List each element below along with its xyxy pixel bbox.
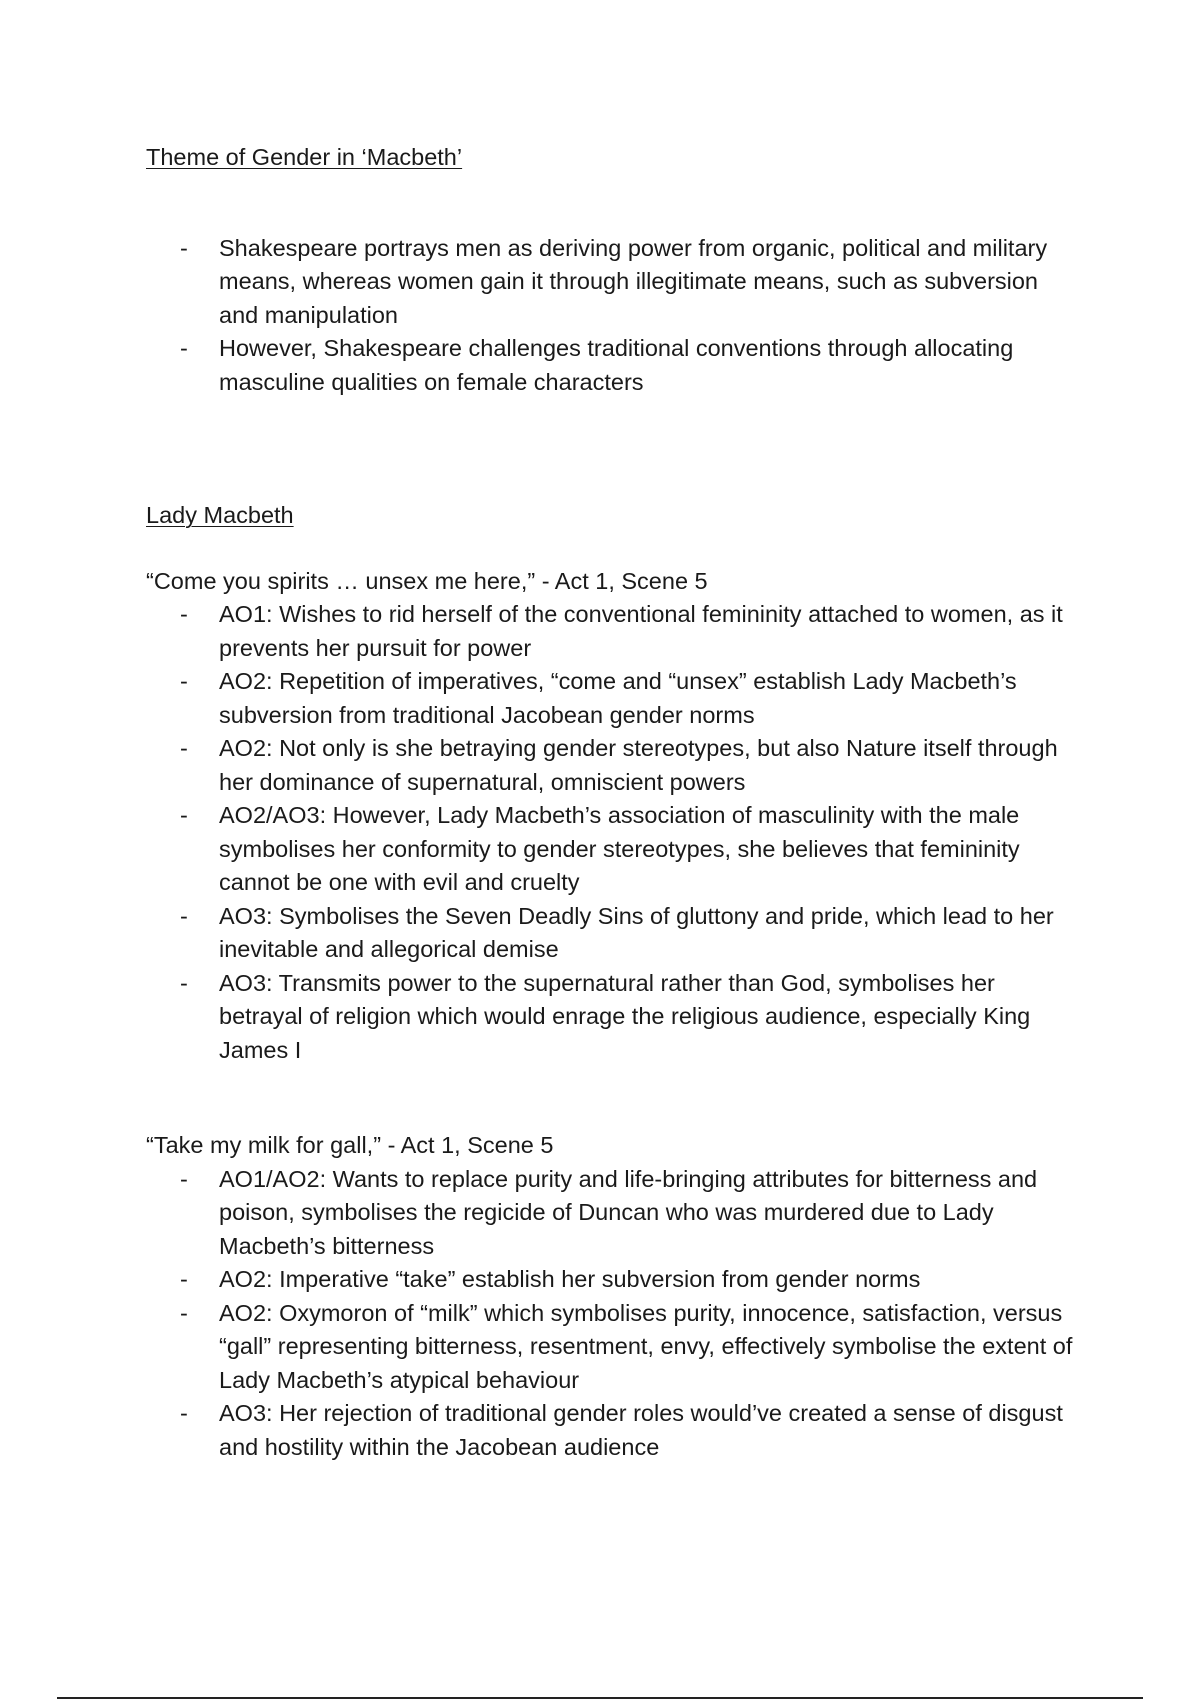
analysis-bullet-item: - AO3: Her rejection of traditional gender roles would’ve created a sense of disgust and hostility within the Jacobean audience <box>146 1397 1076 1464</box>
page-bottom-rule <box>57 1697 1143 1699</box>
analysis-bullet-list <box>146 1163 1076 1465</box>
intro-bullet-item: - However, Shakespeare challenges traditional conventions through allocating masculine qualities on female characters <box>146 332 1076 399</box>
analysis-bullet-item: - AO3: Symbolises the Seven Deadly Sins of gluttony and pride, which lead to her inevitable and allegorical demise <box>146 900 1076 967</box>
intro-bullet-list <box>146 232 1076 400</box>
analysis-bullet-item: - AO1: Wishes to rid herself of the conventional femininity attached to women, as it prevents her pursuit for power <box>146 598 1076 665</box>
analysis-bullet-item: - AO2: Repetition of imperatives, “come and “unsex” establish Lady Macbeth’s subversion from traditional Jacobean gender norms <box>146 665 1076 732</box>
analysis-bullet-item: - AO1/AO2: Wants to replace purity and life-bringing attributes for bitterness and poison, symbolises the regicide of Duncan who was murdered due to Lady Macbeth’s bitterness <box>146 1163 1076 1264</box>
quote-heading: “Come you spirits … unsex me here,” - Act 1, Scene 5 <box>146 567 708 594</box>
analysis-bullet-item: - AO3: Transmits power to the supernatural rather than God, symbolises her betrayal of religion which would enrage the religious audience, especially King James I <box>146 967 1076 1068</box>
analysis-bullet-item: - AO2/AO3: However, Lady Macbeth’s association of masculinity with the male symbolises her conformity to gender stereotypes, she believes that femininity cannot be one with evil and cruelty <box>146 799 1076 900</box>
analysis-bullet-item: - AO2: Not only is she betraying gender stereotypes, but also Nature itself through her dominance of supernatural, omniscient powers <box>146 732 1076 799</box>
analysis-bullet-list <box>146 598 1076 1067</box>
document-content <box>146 141 1076 1464</box>
section-heading: Lady Macbeth <box>146 502 294 528</box>
analysis-bullet-item: - AO2: Oxymoron of “milk” which symbolises purity, innocence, satisfaction, versus “gall” representing bitterness, resentment, envy, effectively symbolise the extent of Lady Macbeth’s atypical behaviour <box>146 1297 1076 1398</box>
quote-heading: “Take my milk for gall,” - Act 1, Scene 5 <box>146 1132 554 1158</box>
analysis-bullet-item: - AO2: Imperative “take” establish her subversion from gender norms <box>146 1263 1076 1297</box>
intro-bullet-item: - Shakespeare portrays men as deriving power from organic, political and military means, whereas women gain it through illegitimate means, such as subversion and manipulation <box>146 232 1076 333</box>
document-title: Theme of Gender in ‘Macbeth’ <box>146 144 463 170</box>
